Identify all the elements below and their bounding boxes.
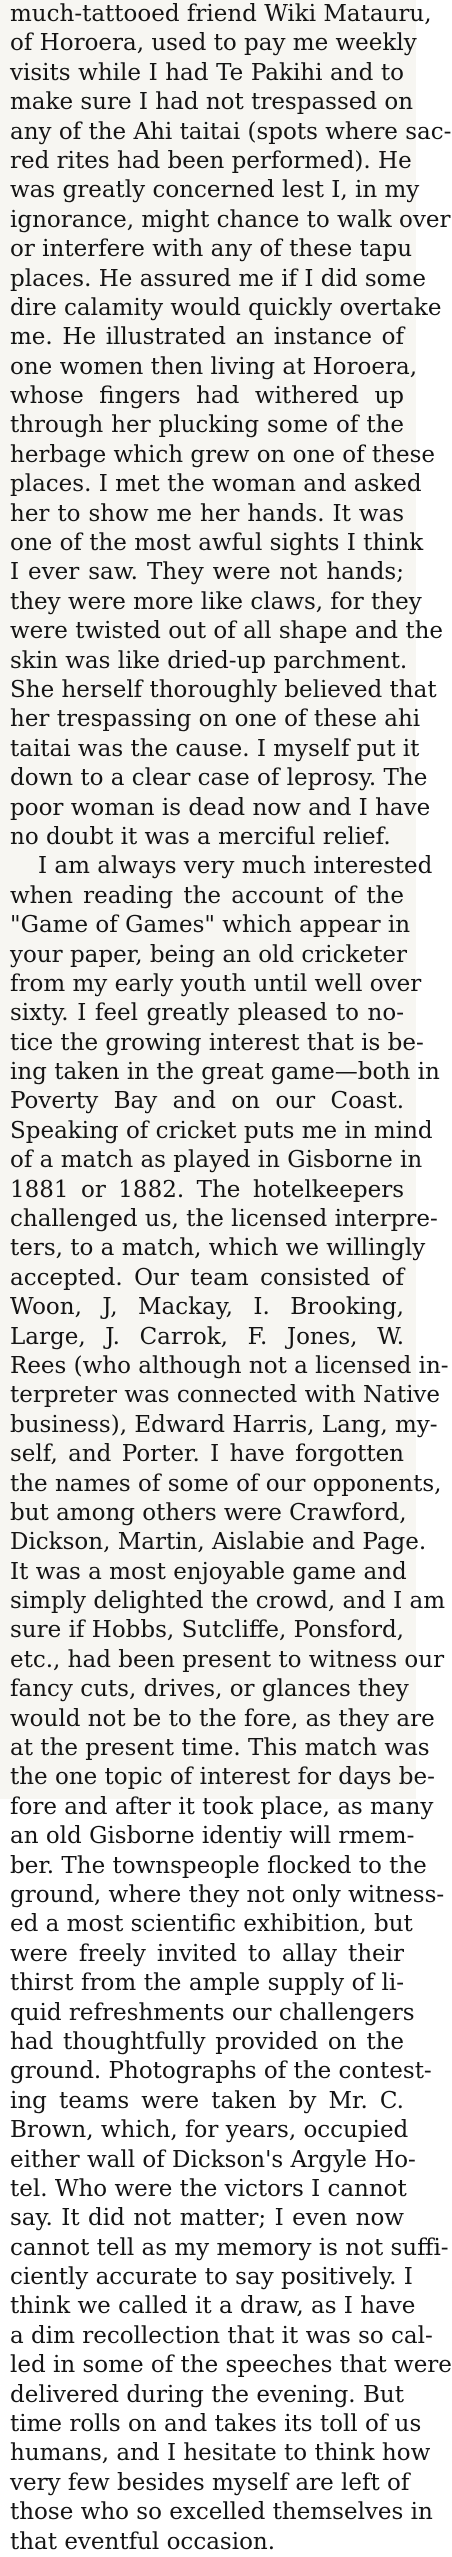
- text-line: Rees (who although not a licensed in-: [10, 1352, 449, 1379]
- text-line: very few besides myself are left of: [10, 2469, 410, 2496]
- text-line: make sure I had not trespassed on: [10, 89, 414, 116]
- text-line: challenged us, the licensed interpre-: [10, 1206, 438, 1233]
- text-line: either wall of Dickson's Argyle Ho-: [10, 2146, 416, 2173]
- text-line: was greatly concerned lest I, in my: [10, 177, 420, 204]
- text-line: places. He assured me if I did some: [10, 265, 426, 292]
- text-line: fore and after it took place, as many: [10, 1793, 434, 1820]
- text-line: of a match as played in Gisborne in: [10, 1147, 423, 1174]
- text-line: when reading the account of the: [10, 882, 404, 909]
- text-line: Dickson, Martin, Aislabie and Page.: [10, 1529, 427, 1556]
- paragraph-tapu-places: [10, 0, 452, 852]
- text-line: ber. The townspeople flocked to the: [10, 1852, 427, 1879]
- text-line: places. I met the woman and asked: [10, 471, 422, 498]
- text-line: they were more like claws, for they: [10, 588, 422, 615]
- text-line: accepted. Our team consisted of: [10, 1264, 404, 1291]
- text-line: herbage which grew on one of these: [10, 441, 435, 468]
- text-line: ground, where they not only witness-: [10, 1882, 445, 1908]
- text-line: those who so excelled themselves in: [10, 2499, 433, 2526]
- text-line: that eventful occasion.: [10, 2528, 276, 2555]
- text-line: taitai was the cause. I myself put it: [10, 735, 420, 762]
- text-line: her to show me her hands. It was: [10, 500, 404, 527]
- text-line: fancy cuts, drives, or glances they: [10, 1676, 409, 1703]
- text-line: through her plucking some of the: [10, 412, 404, 439]
- text-line: from my early youth until well over: [10, 970, 422, 997]
- text-line: sure if Hobbs, Sutcliffe, Ponsford,: [10, 1617, 404, 1644]
- text-line: whose fingers had withered up: [10, 383, 404, 410]
- text-line: red rites had been performed). He: [10, 147, 412, 174]
- text-line: time rolls on and takes its toll of us: [10, 2411, 422, 2438]
- text-line: but among others were Crawford,: [10, 1499, 407, 1526]
- text-line: ciently accurate to say positively. I: [10, 2264, 413, 2291]
- text-line: your paper, being an old cricketer: [10, 941, 407, 968]
- text-line: tice the growing interest that is be-: [10, 1029, 424, 1056]
- text-line: Poverty Bay and on our Coast.: [10, 1088, 404, 1115]
- text-line: one women then living at Horoera,: [10, 353, 418, 380]
- text-line: would not be to the fore, as they are: [10, 1705, 435, 1732]
- text-line: had thoughtfully provided on the: [10, 2028, 404, 2055]
- text-line: ground. Photographs of the contest-: [10, 2058, 432, 2085]
- text-line: one of the most awful sights I think: [10, 530, 424, 557]
- text-line: down to a clear case of leprosy. The: [10, 765, 428, 792]
- text-line: simply delighted the crowd, and I am: [10, 1588, 446, 1615]
- text-line: delivered during the evening. But: [10, 2381, 404, 2408]
- text-line: the one topic of interest for days be-: [10, 1764, 435, 1791]
- text-line: I ever saw. They were not hands;: [10, 559, 404, 586]
- text-line: were twisted out of all shape and the: [10, 618, 444, 645]
- text-line: terpreter was connected with Native: [10, 1382, 441, 1409]
- text-line: business), Edward Harris, Lang, my-: [10, 1411, 438, 1438]
- text-line: self, and Porter. I have forgotten: [10, 1441, 404, 1468]
- text-line: of Horoera, used to pay me weekly: [10, 30, 417, 57]
- text-line: ing taken in the great game—both in: [10, 1059, 440, 1086]
- text-line: sixty. I feel greatly pleased to no-: [10, 1000, 404, 1027]
- text-line: skin was like dried-up parchment.: [10, 647, 408, 674]
- text-line: think we called it a draw, as I have: [10, 2293, 416, 2320]
- text-line: "Game of Games" which appear in: [10, 912, 411, 939]
- text-line: ing teams were taken by Mr. C.: [10, 2087, 404, 2114]
- text-line: me. He illustrated an instance of: [10, 324, 404, 351]
- text-line: Large, J. Carrok, F. Jones, W.: [10, 1323, 404, 1350]
- text-line: I am always very much interested: [38, 853, 433, 880]
- text-line: thirst from the ample supply of li-: [10, 1970, 404, 1997]
- text-line: tel. Who were the victors I cannot: [10, 2175, 407, 2202]
- text-line: poor woman is dead now and I have: [10, 794, 431, 821]
- text-line: much-tattooed friend Wiki Matauru,: [10, 1, 432, 27]
- text-line: were freely invited to allay their: [10, 1940, 404, 1967]
- paragraph-cricket-match: [10, 852, 452, 2557]
- text-line: ed a most scientific exhibition, but: [10, 1911, 413, 1938]
- text-line: dire calamity would quickly overtake: [10, 294, 442, 321]
- text-line: ters, to a match, which we willingly: [10, 1235, 426, 1262]
- text-line: Brown, which, for years, occupied: [10, 2117, 409, 2144]
- text-line: cannot tell as my memory is not suffi-: [10, 2234, 449, 2261]
- text-line: led in some of the speeches that were: [10, 2352, 452, 2379]
- text-line: 1881 or 1882. The hotelkeepers: [10, 1176, 404, 1203]
- text-line: She herself thoroughly believed that: [10, 676, 437, 703]
- text-line: visits while I had Te Pakihi and to: [10, 59, 404, 86]
- text-line: an old Gisborne identiy will rmem-: [10, 1823, 415, 1850]
- text-line: or interfere with any of these tapu: [10, 236, 413, 263]
- text-line: humans, and I hesitate to think how: [10, 2440, 431, 2467]
- text-line: say. It did not matter; I even now: [10, 2205, 404, 2232]
- text-line: ignorance, might chance to walk over: [10, 206, 451, 233]
- text-line: It was a most enjoyable game and: [10, 1558, 407, 1585]
- text-line: her trespassing on one of these ahi: [10, 706, 421, 733]
- text-line: a dim recollection that it was so cal-: [10, 2322, 433, 2349]
- text-line: any of the Ahi taitai (spots where sac-: [10, 118, 452, 145]
- text-line: at the present time. This match was: [10, 1735, 430, 1762]
- text-line: Speaking of cricket puts me in mind: [10, 1117, 433, 1144]
- text-line: the names of some of our opponents,: [10, 1470, 442, 1497]
- text-line: Woon, J, Mackay, I. Brooking,: [10, 1294, 404, 1321]
- text-line: etc., had been present to witness our: [10, 1646, 445, 1673]
- text-line: no doubt it was a merciful relief.: [10, 823, 391, 850]
- text-line: quid refreshments our challengers: [10, 1999, 415, 2026]
